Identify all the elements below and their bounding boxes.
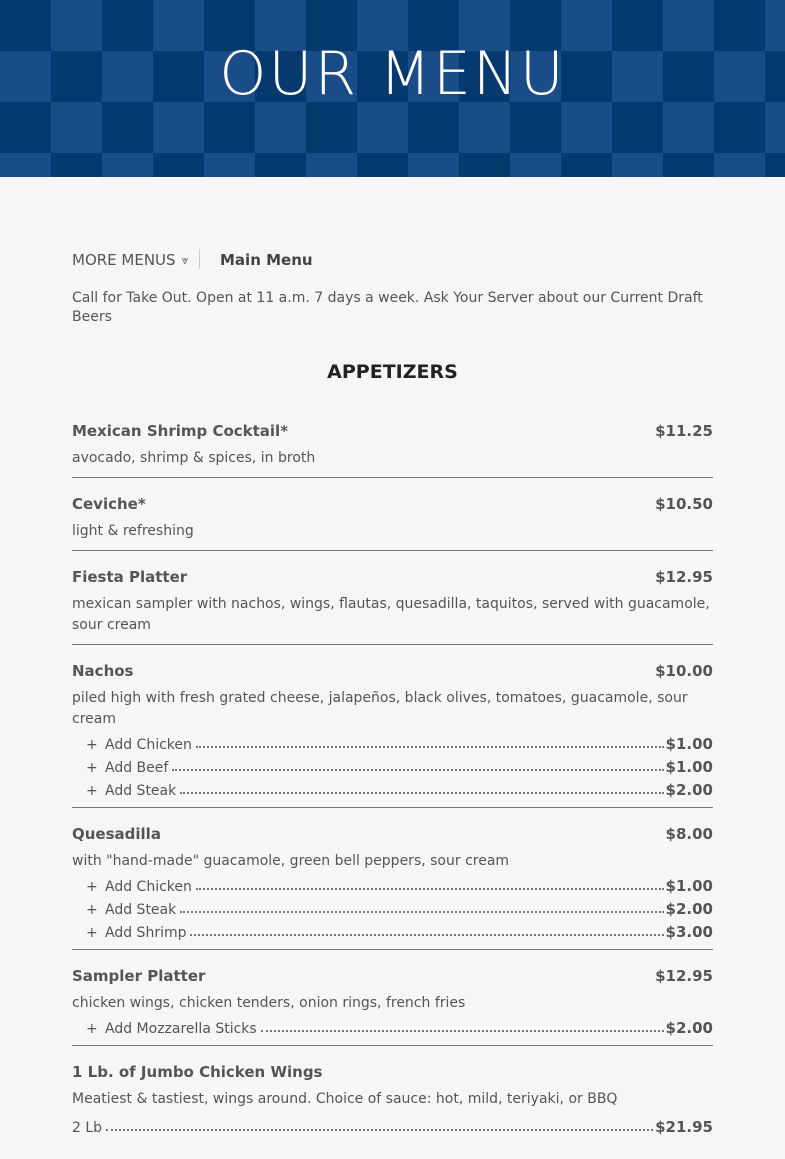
addon-name: Add Mozzarella Sticks [105,1021,257,1037]
menu-item [72,1061,713,1144]
menu-item [72,965,713,1046]
addon-price: $1.00 [665,877,713,895]
item-price: $8.00 [665,825,713,843]
nav-divider [199,249,200,269]
item-description: light & refreshing [72,523,194,539]
item-name: Mexican Shrimp Cocktail* [72,422,289,440]
item-description: chicken wings, chicken tenders, onion rings, french fries [72,995,466,1011]
item-price: $10.50 [655,495,713,513]
size-row [72,1110,713,1136]
menu-item [72,420,713,478]
item-name: Sampler Platter [72,967,206,985]
item-name: Ceviche* [72,495,146,513]
item-description: mexican sampler with nachos, wings, flautas, quesadilla, taquitos, served with guacamole, sour cream [72,596,710,633]
addon-name: Add Chicken [105,737,192,753]
addon-row [72,730,713,753]
dot-leader [196,888,664,890]
addon-price: $1.00 [665,735,713,753]
addon-price: $3.00 [665,923,713,941]
menu-item [72,823,713,950]
item-price: $10.00 [655,662,713,680]
menu-item [72,566,713,645]
addon-price: $2.00 [665,900,713,918]
plus-icon: + [86,737,98,753]
section-title: APPETIZERS [327,361,458,383]
item-name: Nachos [72,662,134,680]
item-description: Meatiest & tastiest, wings around. Choice of sauce: hot, mild, teriyaki, or BBQ [72,1091,618,1107]
item-name: Quesadilla [72,825,161,843]
addon-price: $2.00 [665,1019,713,1037]
dot-leader [106,1129,653,1131]
menu-intro: Call for Take Out. Open at 11 a.m. 7 days a week. Ask Your Server about our Current Draft Beers [72,290,703,325]
dot-leader [180,911,663,913]
addon-name: Add Beef [105,760,169,776]
more-menus-label: MORE MENUS [72,251,176,269]
addon-row [72,872,713,895]
main-menu-link[interactable]: Main Menu [220,251,313,269]
plus-icon: + [86,879,98,895]
addon-row [72,1014,713,1037]
addon-name: Add Chicken [105,879,192,895]
page-title: OUR MENU [219,39,566,109]
addon-name: Add Steak [105,902,177,918]
dot-leader [180,792,663,794]
item-name: Fiesta Platter [72,568,188,586]
dot-leader [261,1030,664,1032]
dot-leader [172,769,663,771]
addon-name: Add Steak [105,783,177,799]
menu-item [72,493,713,551]
plus-icon: + [86,783,98,799]
menu-item [72,660,713,808]
item-price: $11.25 [655,422,713,440]
addon-row [72,776,713,799]
plus-icon: + [86,902,98,918]
addon-row [72,918,713,941]
plus-icon: + [86,1021,98,1037]
more-menus-dropdown[interactable] [72,251,188,269]
plus-icon: + [86,925,98,941]
hero-banner [0,0,785,177]
size-name: 2 Lb [72,1120,103,1136]
dot-leader [196,746,664,748]
addon-name: Add Shrimp [105,925,187,941]
addon-price: $1.00 [665,758,713,776]
item-name: 1 Lb. of Jumbo Chicken Wings [72,1063,323,1081]
menu-nav [72,249,713,273]
menu-items [72,420,713,1159]
size-price: $21.95 [655,1118,713,1136]
item-description: piled high with fresh grated cheese, jalapeños, black olives, tomatoes, guacamole, sour cream [72,690,688,727]
item-price: $12.95 [655,967,713,985]
dot-leader [190,934,663,936]
plus-icon: + [86,760,98,776]
addon-row [72,895,713,918]
chevron-down-icon: ⩔ [181,253,189,267]
item-description: avocado, shrimp & spices, in broth [72,450,316,466]
item-description: with "hand-made" guacamole, green bell peppers, sour cream [72,853,510,869]
item-price: $12.95 [655,568,713,586]
addon-price: $2.00 [665,781,713,799]
addon-row [72,753,713,776]
